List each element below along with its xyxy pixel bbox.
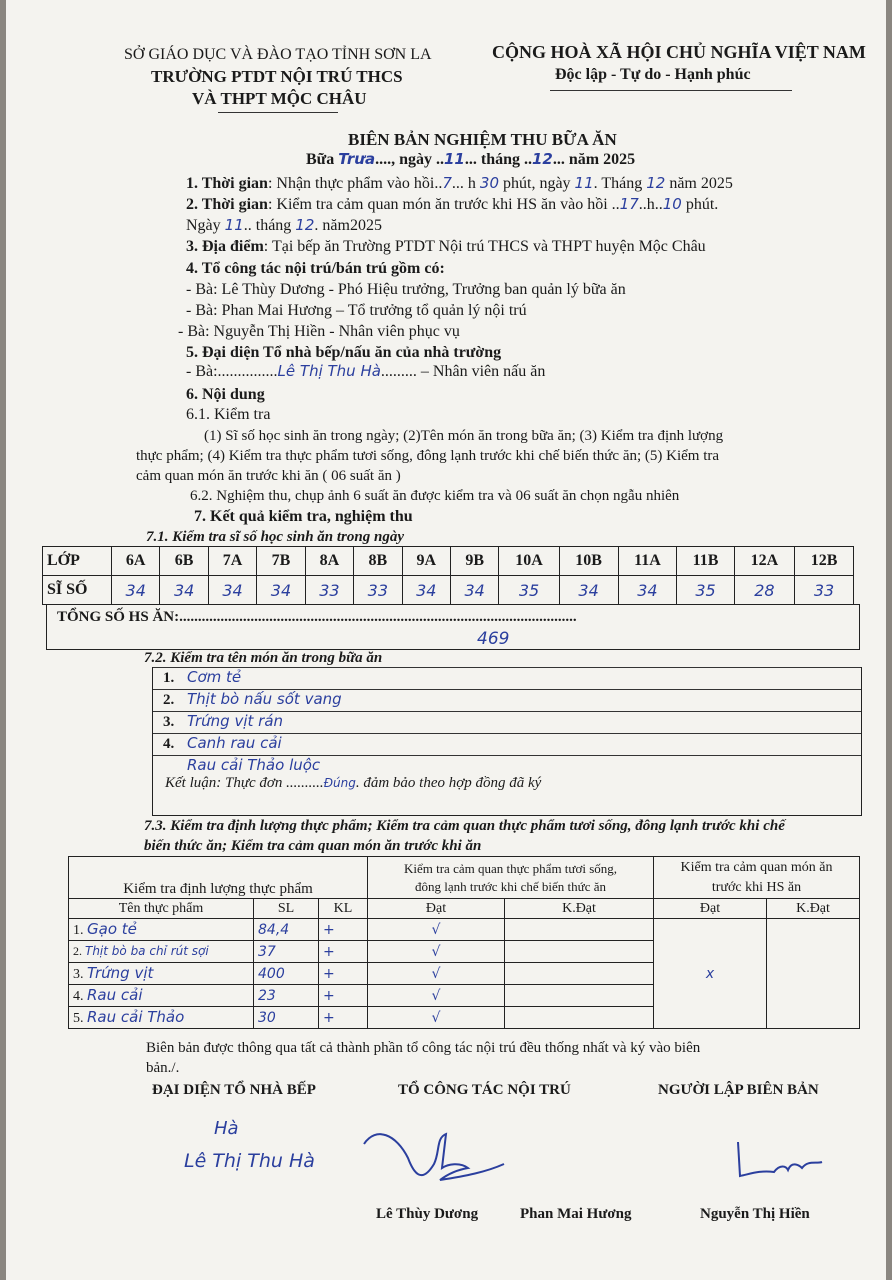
class-cell: 6A [112, 547, 160, 576]
name-team-1: Lê Thùy Dương [376, 1206, 479, 1222]
quality-table [68, 856, 860, 1029]
food-kl: + [319, 919, 368, 941]
nation-title: CỘNG HOÀ XÃ HỘI CHỦ NGHĨA VIỆT NAM [492, 42, 866, 62]
dish-name: Thịt bò nấu sốt vang [187, 690, 342, 708]
item-2: 2. Thời gian: Kiểm tra cảm quan món ăn trước khi HS ăn vào hồi ..17..h..10 phút. [186, 195, 719, 213]
para-6-1-a: (1) Sĩ số học sinh ăn trong ngày; (2)Tên món ăn trong bữa ăn; (3) Kiểm tra định lượng [204, 428, 724, 444]
cooked-dat: x [654, 919, 767, 1029]
dish-extra: Rau cải Thảo luộc [187, 756, 321, 774]
member-3: - Bà: Nguyễn Thị Hiền - Nhân viên phục vụ [178, 323, 460, 340]
closing-line-2: bản./. [146, 1060, 180, 1076]
food-kdat [505, 985, 654, 1007]
class-cell: 9B [450, 547, 498, 576]
class-cell: 8B [354, 547, 402, 576]
count-cell: 33 [354, 576, 402, 605]
count-cell: 34 [257, 576, 305, 605]
col-dat-2: Đạt [654, 899, 767, 919]
dish-name: Canh rau cải [187, 734, 282, 752]
count-cell: 34 [559, 576, 618, 605]
count-cell: 34 [208, 576, 256, 605]
food-sl: 400 [254, 963, 319, 985]
count-cell: 33 [795, 576, 854, 605]
dish-num: 4. [163, 736, 175, 752]
class-cell: 11B [677, 547, 734, 576]
class-cell: 9A [402, 547, 450, 576]
header-underline-left [218, 112, 338, 113]
count-cell: 34 [112, 576, 160, 605]
food-kl: + [319, 963, 368, 985]
sig-title-team: TỔ CÔNG TÁC NỘI TRÚ [398, 1082, 571, 1098]
item-5-label: 5. Đại diện Tổ nhà bếp/nấu ăn của nhà trường [186, 344, 502, 361]
total-label: TỔNG SỐ HS ĂN:.......................................................................................................... [57, 609, 577, 625]
sec-7-3-title-1: 7.3. Kiểm tra định lượng thực phẩm; Kiểm tra cảm quan thực phẩm tươi sống, đông lạnh trước khi chế [144, 818, 785, 834]
dish-num: 1. [163, 670, 175, 686]
count-cell: 34 [160, 576, 208, 605]
food-kdat [505, 919, 654, 941]
class-count-table [42, 546, 854, 605]
food-name: 4. Rau cải [69, 985, 254, 1007]
dish-box [152, 667, 862, 816]
class-cell: 12A [734, 547, 794, 576]
food-sl: 84,4 [254, 919, 319, 941]
header-fresh: Kiểm tra cảm quan thực phẩm tươi sống, đông lạnh trước khi chế biến thức ăn [368, 857, 654, 899]
food-sl: 37 [254, 941, 319, 963]
food-dat: √ [368, 985, 505, 1007]
para-6-1-c: cảm quan món ăn trước khi ăn ( 06 suất ăn ) [136, 468, 401, 484]
doc-title: BIÊN BẢN NGHIỆM THU BỮA ĂN [348, 130, 617, 149]
col-kl: KL [319, 899, 368, 919]
cook-line: - Bà:...............Lê Thị Thu Hà......... – Nhân viên nấu ăn [186, 362, 546, 380]
food-sl: 30 [254, 1007, 319, 1029]
count-cell: 35 [499, 576, 559, 605]
item-4-label: 4. Tổ công tác nội trú/bán trú gồm có: [186, 260, 445, 277]
item-3: 3. Địa điểm: Tại bếp ăn Trường PTDT Nội trú THCS và THPT huyện Mộc Châu [186, 238, 706, 255]
table-row [69, 919, 860, 941]
food-name: 5. Rau cải Thảo [69, 1007, 254, 1029]
food-kdat [505, 963, 654, 985]
food-name: 1. Gạo tẻ [69, 919, 254, 941]
sig-title-kitchen: ĐẠI DIỆN TỔ NHÀ BẾP [152, 1082, 316, 1098]
quality-header-row [69, 857, 860, 899]
food-sl: 23 [254, 985, 319, 1007]
count-cell: 35 [677, 576, 734, 605]
count-row-label: SĨ SỐ [43, 576, 112, 605]
food-dat: √ [368, 963, 505, 985]
count-cell: 34 [450, 576, 498, 605]
school-name-2: VÀ THPT MỘC CHÂU [192, 89, 367, 108]
member-1: - Bà: Lê Thùy Dương - Phó Hiệu trưởng, Trưởng ban quản lý bữa ăn [186, 281, 626, 298]
food-name: 2. Thịt bò ba chỉ rút sợi [69, 941, 254, 963]
sec-7-1-title: 7.1. Kiểm tra sĩ số học sinh ăn trong ngày [146, 529, 404, 545]
name-team-2: Phan Mai Hương [520, 1206, 632, 1222]
quality-subheader-row [69, 899, 860, 919]
dish-name: Cơm tẻ [187, 668, 242, 686]
dept-name: SỞ GIÁO DỤC VÀ ĐÀO TẠO TỈNH SƠN LA [124, 46, 432, 63]
food-kdat [505, 1007, 654, 1029]
class-cell: 11A [618, 547, 677, 576]
header-quant: Kiểm tra định lượng thực phẩm [69, 857, 368, 899]
conclusion: Kết luận: Thực đơn ..........Đúng. đảm bảo theo hợp đồng đã ký [165, 775, 542, 791]
col-kdat-2: K.Đạt [767, 899, 860, 919]
class-cell: 12B [795, 547, 854, 576]
sec-6-1: 6.1. Kiểm tra [186, 406, 271, 423]
motto: Độc lập - Tự do - Hạnh phúc [555, 66, 751, 83]
document-page [6, 0, 886, 1280]
count-cell: 33 [305, 576, 353, 605]
food-dat: √ [368, 941, 505, 963]
para-6-1-b: thực phẩm; (4) Kiểm tra thực phẩm tươi sống, đông lạnh trước khi chế biến thức ăn; (5) Kiểm tra [136, 448, 720, 464]
count-cell: 28 [734, 576, 794, 605]
school-name-1: TRƯỜNG PTDT NỘI TRÚ THCS [151, 67, 403, 86]
class-row [43, 547, 854, 576]
dish-num: 2. [163, 692, 175, 708]
kitchen-signature-mark: Hà [214, 1118, 239, 1139]
class-row-label: LỚP [43, 547, 112, 576]
count-cell: 34 [402, 576, 450, 605]
sec-6-2: 6.2. Nghiệm thu, chụp ảnh 6 suất ăn được kiểm tra và 06 suất ăn chọn ngẫu nhiên [190, 488, 680, 504]
kitchen-signature-name: Lê Thị Thu Hà [184, 1150, 315, 1172]
food-kl: + [319, 941, 368, 963]
food-dat: √ [368, 919, 505, 941]
total-box [46, 604, 860, 650]
class-cell: 10A [499, 547, 559, 576]
total-value: 469 [477, 629, 510, 649]
dish-name: Trứng vịt rán [187, 712, 284, 730]
closing-line-1: Biên bản được thông qua tất cả thành phần tổ công tác nội trú đều thống nhất và ký vào biên [146, 1040, 701, 1056]
name-author: Nguyễn Thị Hiền [700, 1206, 810, 1222]
author-signature [730, 1136, 830, 1186]
class-cell: 7B [257, 547, 305, 576]
sec-7-2-title: 7.2. Kiểm tra tên món ăn trong bữa ăn [144, 650, 383, 666]
dish-num: 3. [163, 714, 175, 730]
col-name: Tên thực phẩm [69, 899, 254, 919]
item-6-label: 6. Nội dung [186, 386, 265, 403]
food-dat: √ [368, 1007, 505, 1029]
team-signature [356, 1124, 516, 1194]
sig-title-author: NGƯỜI LẬP BIÊN BẢN [658, 1082, 819, 1098]
food-kl: + [319, 1007, 368, 1029]
item-2-date: Ngày 11.. tháng 12. năm2025 [186, 216, 382, 234]
class-cell: 8A [305, 547, 353, 576]
item-1: 1. Thời gian: Nhận thực phẩm vào hồi..7... h 30 phút, ngày 11. Tháng 12 năm 2025 [186, 174, 733, 192]
col-dat: Đạt [368, 899, 505, 919]
food-kdat [505, 941, 654, 963]
meal-line: Bữa Trưa...., ngày ..11... tháng ..12... năm 2025 [306, 150, 636, 168]
class-cell: 10B [559, 547, 618, 576]
cooked-kdat [767, 919, 860, 1029]
count-row [43, 576, 854, 605]
food-name: 3. Trứng vịt [69, 963, 254, 985]
class-cell: 6B [160, 547, 208, 576]
member-2: - Bà: Phan Mai Hương – Tổ trưởng tổ quản lý nội trú [186, 302, 527, 319]
sec-7-3-title-2: biến thức ăn; Kiểm tra cảm quan món ăn trước khi ăn [144, 838, 482, 854]
col-kdat: K.Đạt [505, 899, 654, 919]
col-sl: SL [254, 899, 319, 919]
count-cell: 34 [618, 576, 677, 605]
item-7-label: 7. Kết quả kiểm tra, nghiệm thu [194, 508, 413, 525]
dish-line [153, 667, 861, 668]
food-kl: + [319, 985, 368, 1007]
class-cell: 7A [208, 547, 256, 576]
header-underline-right [550, 90, 792, 91]
header-cooked: Kiểm tra cảm quan món ăn trước khi HS ăn [654, 857, 860, 899]
